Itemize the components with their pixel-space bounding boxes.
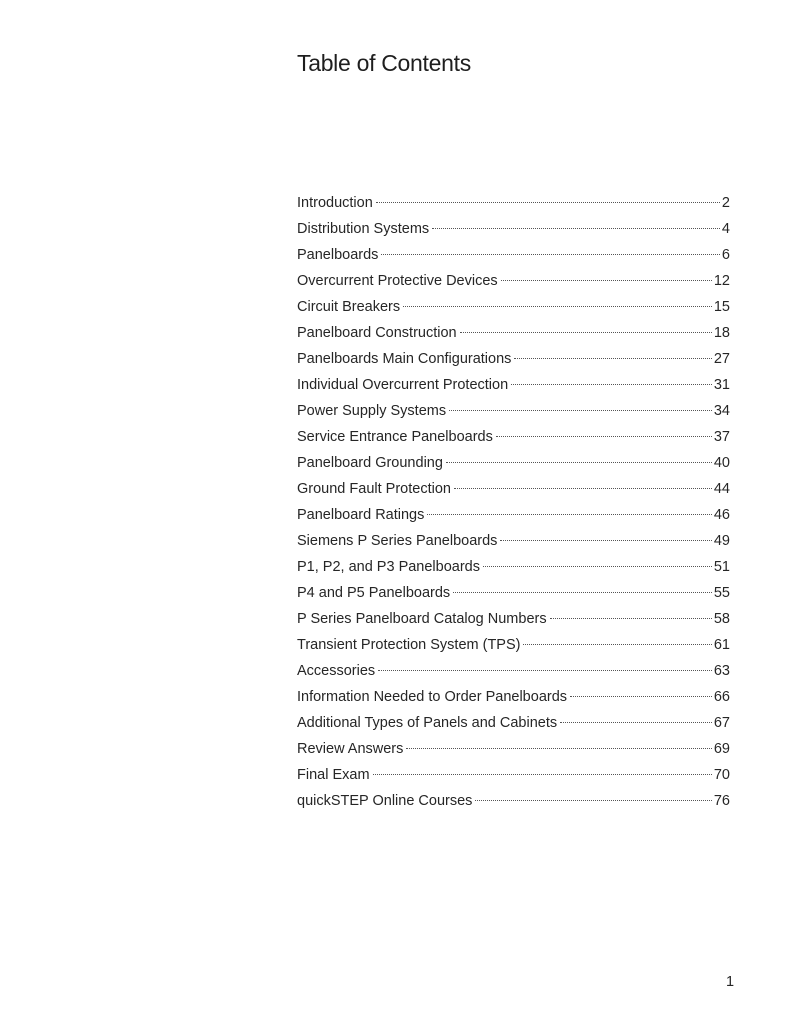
toc-entry-page: 55 (713, 585, 730, 601)
dot-leader (500, 540, 711, 541)
dot-leader (453, 592, 712, 593)
toc-entry[interactable] (297, 323, 730, 349)
toc-entry[interactable] (297, 479, 730, 505)
dot-leader (373, 774, 712, 775)
toc-entry-page: 6 (721, 247, 730, 263)
toc-entry[interactable] (297, 219, 730, 245)
toc-entry-page: 58 (713, 611, 730, 627)
toc-entry[interactable] (297, 297, 730, 323)
toc-entry[interactable] (297, 791, 730, 817)
toc-entry-page: 51 (713, 559, 730, 575)
toc-entry-label: Siemens P Series Panelboards (297, 533, 498, 549)
toc-entry-page: 67 (713, 715, 730, 731)
dot-leader (449, 410, 712, 411)
toc-entry-page: 18 (713, 325, 730, 341)
dot-leader (514, 358, 711, 359)
toc-entry-label: Review Answers (297, 741, 404, 757)
toc-entry-page: 31 (713, 377, 730, 393)
page-number: 1 (726, 974, 735, 990)
toc-entry[interactable] (297, 375, 730, 401)
toc-entry-page: 76 (713, 793, 730, 809)
toc-entry[interactable] (297, 427, 730, 453)
toc-entry-label: Panelboard Grounding (297, 455, 443, 471)
toc-entry-label: P4 and P5 Panelboards (297, 585, 451, 601)
toc-entry[interactable] (297, 271, 730, 297)
toc-entry-page: 12 (713, 273, 730, 289)
toc-entry-label: Panelboards Main Configurations (297, 351, 512, 367)
toc-entry[interactable] (297, 349, 730, 375)
toc-entry-label: Panelboards (297, 247, 379, 263)
toc-entry-label: Circuit Breakers (297, 299, 401, 315)
toc-entry-label: P1, P2, and P3 Panelboards (297, 559, 480, 575)
toc-entry-label: Distribution Systems (297, 221, 430, 237)
toc-entry-page: 69 (713, 741, 730, 757)
toc-entry-page: 27 (713, 351, 730, 367)
toc-entry[interactable] (297, 505, 730, 531)
toc-entry-page: 4 (721, 221, 730, 237)
toc-entry-label: Final Exam (297, 767, 370, 783)
toc-entry[interactable] (297, 765, 730, 791)
toc-entry-label: quickSTEP Online Courses (297, 793, 473, 809)
page-title: Table of Contents (297, 50, 471, 76)
toc-entry-page: 63 (713, 663, 730, 679)
toc-entry-label: Individual Overcurrent Protection (297, 377, 509, 393)
toc-entry-label: Information Needed to Order Panelboards (297, 689, 568, 705)
toc-entry[interactable] (297, 531, 730, 557)
dot-leader (560, 722, 712, 723)
dot-leader (432, 228, 720, 229)
toc-entry[interactable] (297, 739, 730, 765)
dot-leader (570, 696, 712, 697)
table-of-contents (297, 193, 730, 817)
dot-leader (446, 462, 712, 463)
dot-leader (381, 254, 720, 255)
toc-entry[interactable] (297, 687, 730, 713)
toc-entry-page: 40 (713, 455, 730, 471)
toc-entry-page: 70 (713, 767, 730, 783)
toc-entry-page: 37 (713, 429, 730, 445)
dot-leader (454, 488, 712, 489)
toc-entry-label: Panelboard Ratings (297, 507, 425, 523)
toc-entry-label: Additional Types of Panels and Cabinets (297, 715, 558, 731)
dot-leader (523, 644, 711, 645)
toc-entry[interactable] (297, 661, 730, 687)
toc-entry-page: 15 (713, 299, 730, 315)
toc-entry-label: Power Supply Systems (297, 403, 447, 419)
toc-entry-label: Ground Fault Protection (297, 481, 451, 497)
dot-leader (511, 384, 712, 385)
toc-entry[interactable] (297, 635, 730, 661)
dot-leader (501, 280, 712, 281)
dot-leader (475, 800, 711, 801)
toc-entry-page: 44 (713, 481, 730, 497)
dot-leader (460, 332, 712, 333)
toc-entry[interactable] (297, 557, 730, 583)
toc-entry-page: 61 (713, 637, 730, 653)
dot-leader (550, 618, 712, 619)
dot-leader (406, 748, 711, 749)
dot-leader (483, 566, 712, 567)
dot-leader (376, 202, 720, 203)
toc-entry[interactable] (297, 245, 730, 271)
toc-entry-page: 49 (713, 533, 730, 549)
toc-entry[interactable] (297, 193, 730, 219)
dot-leader (427, 514, 711, 515)
toc-entry-label: Transient Protection System (TPS) (297, 637, 521, 653)
toc-entry-label: Panelboard Construction (297, 325, 457, 341)
toc-entry[interactable] (297, 713, 730, 739)
dot-leader (403, 306, 712, 307)
dot-leader (496, 436, 712, 437)
toc-entry-page: 2 (721, 195, 730, 211)
toc-entry[interactable] (297, 453, 730, 479)
toc-entry-page: 34 (713, 403, 730, 419)
toc-entry-label: P Series Panelboard Catalog Numbers (297, 611, 547, 627)
toc-entry-page: 66 (713, 689, 730, 705)
toc-entry[interactable] (297, 609, 730, 635)
toc-entry-label: Service Entrance Panelboards (297, 429, 493, 445)
toc-entry[interactable] (297, 583, 730, 609)
toc-entry-page: 46 (713, 507, 730, 523)
dot-leader (378, 670, 712, 671)
toc-entry-label: Accessories (297, 663, 376, 679)
toc-entry-label: Introduction (297, 195, 373, 211)
toc-entry[interactable] (297, 401, 730, 427)
toc-entry-label: Overcurrent Protective Devices (297, 273, 498, 289)
